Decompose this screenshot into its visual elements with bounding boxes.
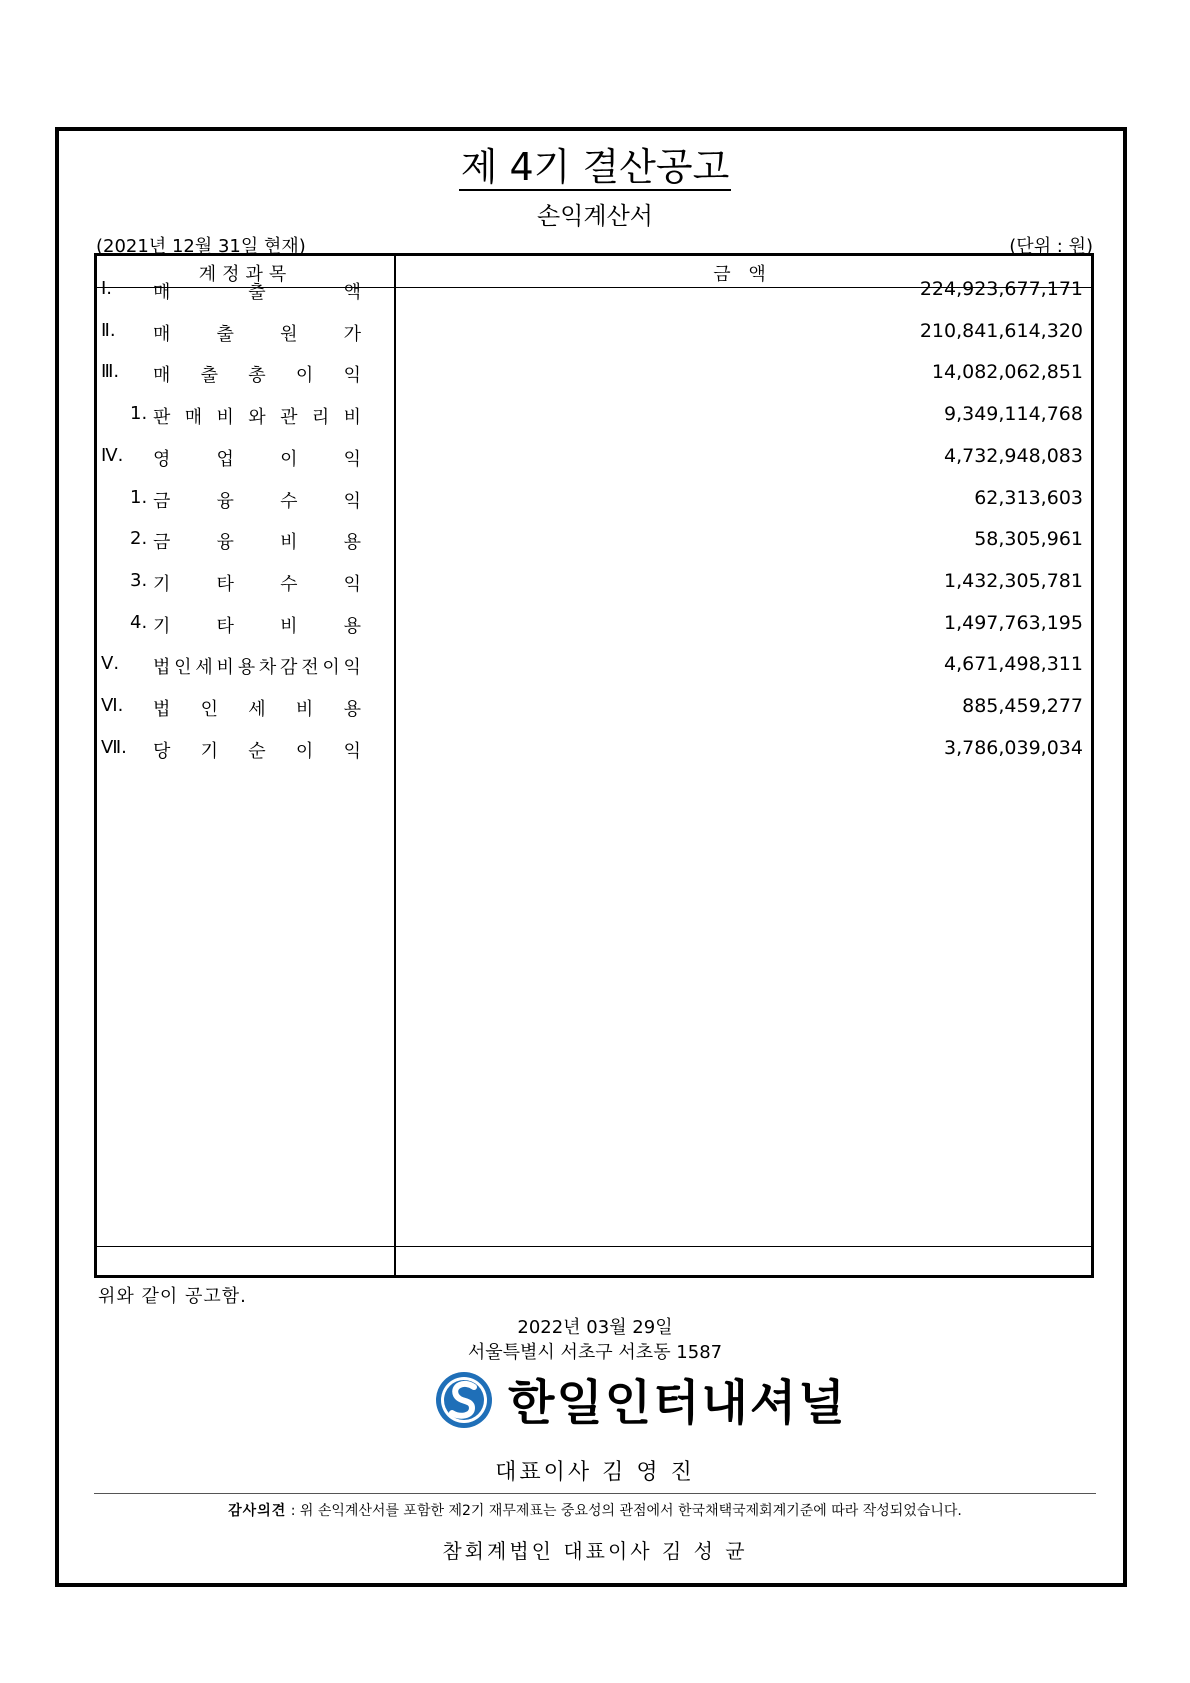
account-char: 매	[153, 365, 171, 387]
account-char: 와	[248, 407, 266, 429]
account-char: 매	[153, 323, 171, 345]
account-char: 수	[280, 490, 298, 512]
account-name	[153, 361, 361, 387]
table-row	[97, 528, 1091, 572]
table-row	[97, 361, 1091, 405]
amount-value: 885,459,277	[962, 695, 1083, 717]
account-char: 용	[343, 615, 361, 637]
account-char: 당	[153, 740, 171, 762]
account-name	[153, 403, 361, 429]
account-char: 리	[311, 407, 330, 429]
account-char: 금	[153, 490, 171, 512]
account-name	[153, 695, 361, 721]
row-number: Ⅲ.	[101, 361, 120, 383]
table-row	[97, 487, 1091, 531]
column-header-amount: 금 액	[713, 264, 772, 285]
table-row	[97, 570, 1091, 614]
account-name	[153, 612, 361, 638]
table-row	[97, 445, 1091, 489]
account-char: 매	[184, 407, 203, 429]
account-char: 세	[195, 657, 213, 679]
account-char: 금	[153, 532, 171, 554]
amount-value: 1,497,763,195	[943, 611, 1083, 634]
account-char: 용	[343, 699, 361, 720]
row-number: Ⅶ.	[101, 736, 127, 758]
column-header-account: 계정과목	[198, 264, 293, 285]
table-row	[97, 403, 1091, 447]
account-char: 이	[322, 657, 340, 679]
account-char: 판	[153, 407, 171, 429]
account-char: 이	[280, 448, 298, 470]
page-title: 제 4기 결산공고	[460, 145, 730, 189]
audit-opinion	[0, 1500, 1190, 1520]
amount-value: 9,349,114,768	[943, 403, 1083, 426]
amount-value: 4,671,498,311	[943, 653, 1083, 676]
account-char: 이	[295, 740, 314, 762]
amount-value: 3,786,039,034	[943, 736, 1083, 759]
amount-value: 224,923,677,171	[919, 278, 1083, 300]
table-row	[97, 695, 1091, 739]
account-char: 액	[343, 282, 361, 303]
row-number: 3.	[130, 569, 148, 591]
row-number: 2.	[130, 528, 148, 550]
amount-value: 4,732,948,083	[943, 444, 1083, 467]
account-char: 타	[216, 615, 234, 637]
representative: 대표이사 김 영 진	[495, 1460, 695, 1485]
table-row	[97, 612, 1091, 656]
account-char: 전	[301, 657, 319, 679]
table-row	[97, 320, 1091, 364]
notice-date: 2022년 03월 29일	[517, 1317, 673, 1338]
footer-divider	[97, 1246, 1091, 1247]
account-char: 융	[216, 532, 234, 554]
account-name	[153, 737, 361, 763]
account-name	[153, 445, 361, 471]
account-char: 비	[216, 407, 234, 429]
account-char: 비	[280, 615, 298, 637]
account-char: 법	[153, 657, 171, 679]
account-char: 타	[216, 573, 234, 595]
row-number: 1.	[130, 486, 148, 508]
amount-value: 210,841,614,320	[919, 319, 1083, 342]
account-name	[153, 528, 361, 554]
amount-value: 14,082,062,851	[931, 361, 1083, 384]
account-char: 기	[153, 615, 171, 637]
account-char: 익	[343, 448, 361, 470]
account-char: 가	[343, 323, 361, 345]
account-name	[153, 320, 361, 346]
account-char: 출	[200, 365, 219, 387]
table-row	[97, 653, 1091, 697]
row-number: Ⅱ.	[101, 319, 116, 341]
account-char: 기	[200, 740, 219, 762]
account-char: 익	[343, 657, 361, 679]
account-char: 기	[153, 573, 171, 595]
account-name	[153, 487, 361, 513]
account-char: 수	[280, 573, 298, 595]
company-address: 서울특별시 서초구 서초동 1587	[467, 1342, 723, 1363]
amount-value: 62,313,603	[974, 486, 1083, 509]
amount-value: 1,432,305,781	[943, 569, 1083, 592]
account-char: 순	[248, 740, 266, 762]
account-name	[153, 570, 361, 596]
account-char: 인	[200, 699, 219, 720]
company-logo-icon	[434, 1370, 494, 1430]
row-number: Ⅳ.	[101, 444, 124, 466]
row-number: Ⅰ.	[101, 278, 113, 299]
row-number: Ⅴ.	[101, 653, 120, 675]
row-number: 1.	[130, 403, 148, 425]
account-char: 출	[216, 323, 234, 345]
as-of-date: (2021년 12월 31일 현재)	[96, 236, 306, 257]
account-char: 인	[174, 657, 192, 679]
account-char: 용	[343, 532, 361, 554]
account-char: 융	[216, 490, 234, 512]
audit-opinion-label: 감사의견	[228, 1503, 287, 1519]
account-char: 업	[216, 448, 234, 470]
row-number: 4.	[130, 611, 148, 633]
notice-statement: 위와 같이 공고함.	[98, 1286, 247, 1307]
row-number: Ⅵ.	[101, 695, 124, 716]
table-row	[97, 737, 1091, 781]
account-char: 익	[343, 740, 361, 762]
account-char: 차	[258, 657, 277, 679]
statement-subtitle: 손익계산서	[537, 202, 653, 230]
company-name: 한일인터내셔널	[508, 1375, 847, 1431]
account-char: 영	[153, 448, 171, 470]
account-char: 관	[280, 407, 298, 429]
account-char: 비	[280, 532, 298, 554]
account-name	[153, 278, 361, 304]
account-char: 세	[248, 699, 266, 720]
account-name	[153, 653, 361, 679]
account-char: 비	[295, 699, 314, 720]
account-char: 법	[153, 699, 171, 720]
audit-opinion-text: : 위 손익계산서를 포함한 제2기 재무제표는 중요성의 관점에서 한국채택국제회계기준에 따라 작성되었습니다.	[286, 1503, 962, 1519]
amount-value: 58,305,961	[974, 528, 1083, 551]
account-char: 익	[343, 573, 361, 595]
account-char: 비	[343, 407, 361, 429]
divider	[94, 1493, 1096, 1494]
account-char: 총	[248, 365, 266, 387]
account-char: 매	[153, 282, 171, 303]
account-char: 용	[237, 657, 256, 679]
account-char: 비	[216, 657, 234, 679]
account-char: 감	[280, 657, 298, 679]
income-statement-table	[94, 253, 1094, 1278]
auditor-signature: 참회계법인 대표이사 김 성 균	[442, 1539, 748, 1563]
account-char: 원	[280, 323, 298, 345]
unit-label: (단위 : 원)	[1009, 236, 1093, 257]
account-char: 이	[295, 365, 314, 387]
account-char: 익	[343, 490, 361, 512]
table-row	[97, 278, 1091, 322]
account-char: 익	[343, 365, 361, 387]
account-char: 출	[248, 282, 266, 303]
